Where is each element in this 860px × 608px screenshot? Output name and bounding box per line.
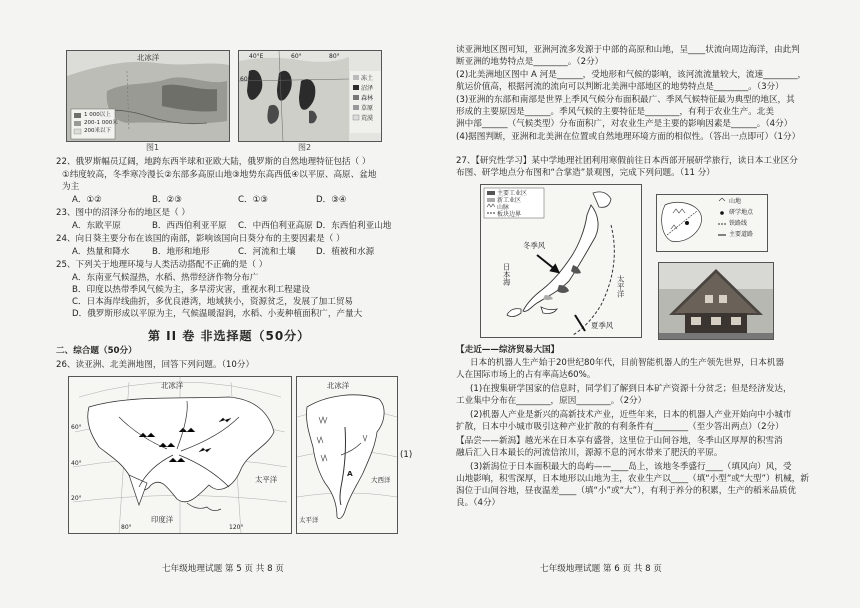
- longitude-label: 120°: [229, 524, 244, 531]
- option-a[interactable]: A．东欧平原: [72, 221, 121, 231]
- question-26-part-4: (4)据图判断，亚洲和北美洲在位置或自然地理环境方面的相似性。（答出一点即可）（1分）: [456, 132, 801, 142]
- page-footer: 七年级地理试题 第 5 页 共 8 页: [162, 564, 284, 574]
- house-photo-graphic: [659, 263, 773, 339]
- japan-industry-map: [480, 184, 642, 338]
- ocean-label: 太平洋: [255, 475, 278, 484]
- page-6: [436, 0, 860, 608]
- latitude-label: 20°: [71, 495, 82, 502]
- option-c[interactable]: C．日本海岸线曲折，多优良港湾，地域狭小，资源贫乏，发展了加工贸易: [72, 297, 354, 307]
- legend-item: 研学地点: [729, 209, 754, 216]
- question-26-text: 断亚洲的地势特点是________。（2分）: [456, 57, 604, 67]
- legend-item: 铁路线: [729, 220, 748, 227]
- passage-text: 日本的机器人生产始于20世纪80年代，目前智能机器人的生产领先世界，日本机器: [470, 358, 785, 368]
- north-america-map: [296, 376, 398, 534]
- river-a-label: A: [347, 469, 353, 478]
- ocean-label: 北冰洋: [161, 381, 184, 390]
- figure-1-caption: 图1: [146, 143, 160, 152]
- question-27-stem: 27、【研究性学习】某中学地理社团利用寒假前往日本西部开展研学旅行，读日本工业区分: [456, 156, 798, 166]
- legend-item: 森林: [361, 95, 374, 102]
- figure-2-caption: 图2: [298, 143, 312, 152]
- passage-text: 人在国际市场上的占有率高达60%。: [456, 370, 596, 380]
- legend-item: 200米以下: [84, 128, 111, 134]
- legend-item: 200-1 000米: [84, 120, 118, 126]
- figure-2-natural-zones: [238, 50, 382, 142]
- ocean-label: 北冰洋: [327, 381, 350, 390]
- asia-map-graphic: [69, 377, 291, 533]
- latitude-label: 40°: [71, 460, 82, 467]
- option-d[interactable]: D．③④: [316, 195, 347, 205]
- question-26-stem: 26、读亚洲、北美洲地图，回答下列问题。（10分）: [56, 360, 255, 370]
- question-27-part-3: (3)新潟位于日本面积最大的岛屿——____岛上，该地冬季盛行____（填风向）风，受: [470, 462, 792, 472]
- option-a[interactable]: A．东南亚气候湿热，水稻、热带经济作物分布广: [72, 273, 259, 283]
- pacific-ocean-label: 太平洋: [616, 275, 626, 298]
- option-d[interactable]: D．俄罗斯形成以平原为主，气候温暖湿润，水稻、小麦种植面积广，产量大: [72, 309, 363, 319]
- figure-1-russia-relief: [66, 50, 230, 142]
- latitude-label: 60°: [71, 424, 82, 431]
- part-label: 二、综合题（50分）: [56, 346, 137, 356]
- option-c[interactable]: C．中西伯利亚高原: [238, 221, 313, 231]
- section-title: 第 II 卷 非选择题（50分）: [148, 329, 311, 343]
- winter-wind-label: 冬季风: [523, 241, 546, 250]
- option-c[interactable]: C．河流和土壤: [238, 247, 296, 257]
- legend-item: 沼泽: [361, 85, 374, 92]
- inset-map-graphic: [657, 195, 767, 251]
- legend-item: 主要道路: [729, 231, 754, 238]
- page-footer: 七年级地理试题 第 6 页 共 8 页: [540, 564, 662, 574]
- question-22-stem: 22、俄罗斯幅员辽阔，地跨东西半球和亚欧大陆，俄罗斯的自然地理特征包括（ ）: [56, 157, 371, 167]
- question-27-part-2-cont: 扩散，日本中小城市吸引这种产业扩散的有利条件有________（至少答出两点）（2分）: [456, 422, 784, 432]
- question-27-part-1-cont: 工业集中分布在________，原因________。（2分）: [456, 396, 647, 406]
- longitude-label: 40°E: [249, 53, 264, 60]
- question-22-statements: ①纬度较高，冬季寒冷漫长②东部多高原山地③地势东高西低④以平原、高原、盆地: [62, 170, 377, 180]
- question-25-stem: 25、下列关于地理环境与人类活动搭配不正确的是（ ）: [56, 260, 268, 270]
- question-26-text: 读亚洲地区图可知，亚洲河流多发源于中部的高原和山地，呈____状流向周边海洋，由此判: [456, 45, 800, 55]
- question-26-part-3-cont: 形成的主要原因是______。季风气候的主要特征是________，有利于农业生产。北美: [456, 107, 774, 117]
- option-d[interactable]: D．东西伯利亚山地: [316, 221, 392, 231]
- north-america-map-graphic: [297, 377, 397, 533]
- question-27-part-2: (2)机器人产业是新兴的高新技术产业，近些年来，日本的机器人产业开始向中小城市: [470, 410, 792, 420]
- vegetation-map-graphic: [239, 51, 381, 141]
- question-26-part-2-cont: 航运价值高，根据河流的流向可以判断北美洲中部地区的地势特点是________。（3分）: [456, 82, 784, 92]
- legend-item: 新工业区: [497, 197, 522, 204]
- option-b[interactable]: B．②③: [152, 195, 182, 205]
- longitude-label: 60°: [291, 53, 302, 60]
- passage-2-text: 【品尝——新潟】越光米在日本享有盛誉，这里位于山间谷地，冬季山区厚厚的积雪消: [456, 436, 783, 446]
- question-27-part-3-cont: 潟位于山间谷地，昼夜温差____（填“小”或“大”），有利于养分的积累，生产的稻米品质优: [456, 486, 797, 496]
- ocean-label: 大西洋: [371, 476, 391, 484]
- ocean-label: 北冰洋: [137, 53, 160, 62]
- latitude-label: 60°: [240, 76, 251, 83]
- study-site-inset-map: [656, 194, 768, 252]
- passage-title: 【走近——综济贸易大国】: [456, 345, 560, 355]
- question-24-stem: 24、向日葵主要分布在该国的南部，影响该国向日葵分布的主要因素是（ ）: [56, 234, 345, 244]
- asia-map: [68, 376, 292, 534]
- question-26-part-3-cont: 洲中部______（气候类型）分布面积广，对农业生产是主要的影响因素是______。（4分）: [456, 119, 793, 129]
- legend-item: 板块边界: [497, 211, 522, 218]
- option-a[interactable]: A．①②: [72, 195, 102, 205]
- question-27-part-3-cont: 良。（4分）: [456, 498, 501, 508]
- option-b[interactable]: B．印度以热带季风气候为主，多旱涝灾害，重视水利工程建设: [72, 285, 310, 295]
- longitude-label: 80°: [329, 53, 340, 60]
- longitude-label: 80°: [121, 524, 132, 531]
- option-b[interactable]: B．西西伯利亚平原: [152, 221, 227, 231]
- legend-item: 冻土: [361, 75, 374, 82]
- question-27-part-1: (1)在搜集研学国家的信息时，同学们了解到日本矿产资源十分贫乏；但是经济发达，: [470, 384, 792, 394]
- question-26-part-3: (3)亚洲的东部和南部是世界上季风气候分布面积最广、季风气候特征最为典型的地区，其: [456, 95, 795, 105]
- summer-wind-label: 夏季风: [591, 321, 614, 330]
- option-a[interactable]: A．热量和降水: [72, 247, 130, 257]
- question-27-part-3-cont: 山地影响，积雪深厚，日本地形以山地为主，农业生产以____（填“小型”或“大型”）机械，新: [456, 474, 809, 484]
- question-27-stem-cont: 布图、研学地点分布图和“合掌造”景观图，完成下列问题。（11 分）: [456, 168, 715, 178]
- ocean-label: 印度洋: [151, 515, 174, 524]
- sea-of-japan-label: 日本海: [502, 263, 512, 286]
- legend-item: 山地: [729, 198, 742, 205]
- question-23-stem: 23、图中的沼泽分布的地区是（ ）: [56, 208, 190, 218]
- gassho-zukuri-photo: [658, 262, 774, 340]
- option-d[interactable]: D．植被和水源: [316, 247, 375, 257]
- legend-item: 山脉: [497, 204, 510, 211]
- legend-item: 草原: [361, 105, 374, 112]
- legend-item: 1 000以上: [84, 112, 111, 118]
- question-22-statements-cont: 为主: [62, 182, 80, 192]
- passage-2-text: 融后汇入日本最长的河流信浓川，源源不息的河水带来了肥沃的平原。: [456, 448, 723, 458]
- ocean-label: 太平洋: [299, 516, 319, 524]
- question-26-part-2: (2)北美洲地区图中 A 河是______，受地形和气候的影响，该河流流量较大，流速________，: [456, 70, 807, 80]
- option-c[interactable]: C．①③: [238, 195, 269, 205]
- margin-note: (1): [400, 450, 413, 460]
- option-b[interactable]: B．地形和地形: [152, 247, 210, 257]
- legend-item: 荒漠: [361, 115, 374, 122]
- legend-item: 主要工业区: [497, 190, 528, 197]
